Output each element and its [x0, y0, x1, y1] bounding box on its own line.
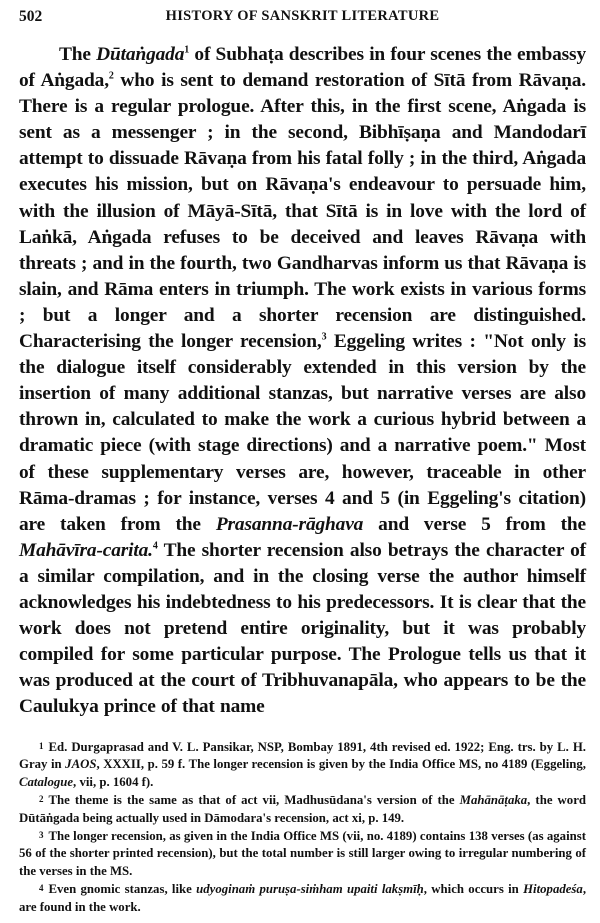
- footnote-reference: 1: [184, 44, 190, 56]
- footnote-text: , the word Dūtāṅgada being actually used in Dāmodara's recension, act xi, p. 149.: [19, 793, 586, 825]
- footnote-quoted-verse: udyoginaṁ puruṣa-siṁham upaiti lakṣmīḥ: [196, 882, 424, 897]
- footnote-text: , vii, p. 1604 f).: [73, 774, 154, 789]
- body-text-segment: Eggeling writes : "Not only is the dialogue itself considerably extended in this version by the insertion of many additional stanzas, but narrative verses are also thrown in, calculated to make the work a curious hybrid between a dramatic piece (with stage directions) and a narrative poem." Most of these supplementary verses are, however, traceable in other Rāma-dramas ; for instance, verses 4 and 5 (in Eggeling's citation) are taken from the: [19, 331, 586, 535]
- page-number: 502: [19, 8, 43, 25]
- footnote-text: , which occurs in: [423, 882, 524, 897]
- footnotes-section: [19, 738, 586, 916]
- footnote-work-title: Hitopadeśa: [523, 882, 583, 897]
- footnote-2: [19, 791, 586, 827]
- footnote-3: [19, 827, 586, 880]
- work-title-mahavira-carita: Mahāvīra-carita.: [19, 539, 153, 561]
- footnote-mark: 1: [39, 741, 44, 751]
- body-text-segment: of Subhaṭa describes in four scenes the embassy of Aṅgada,: [19, 44, 586, 92]
- footnote-text: The theme is the same as that of act vii, Madhusūdana's version of the: [48, 793, 460, 808]
- footnote-text: Even gnomic stanzas, like: [48, 882, 197, 897]
- footnote-text: , are found in the work.: [19, 882, 587, 914]
- body-paragraph: [19, 42, 586, 720]
- footnote-text: , XXXII, p. 59 f. The longer recension is given by the India Office MS, no 4189 (Eggeling,: [96, 757, 586, 772]
- footnote-reference: 4: [152, 540, 158, 552]
- footnote-text: Ed. Durgaprasad and V. L. Pansikar, NSP, Bombay 1891, 4th revised ed. 1922; Eng. trs. by L. H. Gray in: [19, 740, 586, 772]
- work-title-prasanna-raghava: Prasanna-rāghava: [215, 513, 364, 535]
- footnote-work-title: Mahānāṭaka: [459, 793, 528, 808]
- running-title: HISTORY OF SANSKRIT LITERATURE: [165, 8, 440, 24]
- footnote-journal-title: JAOS: [65, 757, 97, 772]
- body-text-segment: The shorter recension also betrays the character of a similar compilation, and in the closing verse the author himself acknowledges his indebtedness to his predecessors. It is clear that the work does not pretend entire originality, but it was probably compiled for some particular purpose. The Prologue tells us that it was produced at the court of Tribhuvanapāla, who appears to be the Caulukya prince of that name: [19, 539, 586, 718]
- footnote-mark: 4: [39, 883, 44, 894]
- footnote-4: [19, 880, 586, 916]
- footnote-mark: 2: [39, 794, 44, 805]
- body-text-segment: who is sent to demand restoration of Sītā from Rāvaṇa. There is a regular prologue. After this, in the first scene, Aṅgada is sent as a messenger ; in the second, Bibhīṣaṇa and Mandodarī attempt to dissuade Rāvaṇa from his fatal folly ; in the third, Aṅgada executes his mission, but on Rāvaṇa's endeavour to persuade him, with the illusion of Māyā-Sītā, that Sītā is in love with the lord of Laṅkā, Aṅgada refuses to be deceived and leaves Rāvaṇa with threats ; and in the fourth, two Gandharvas inform us that Rāvaṇa is slain, and Rāma enters in triumph. The work exists in various forms ; but a longer and a shorter recension are distinguished. Characterising the longer recension,: [19, 70, 587, 353]
- footnote-1: [19, 738, 586, 791]
- body-text-segment: and verse 5 from the: [363, 513, 586, 535]
- page-header: [19, 8, 586, 30]
- body-text-segment: The: [59, 44, 97, 65]
- footnote-reference: 2: [108, 70, 114, 82]
- footnote-mark: 3: [39, 830, 44, 841]
- footnote-text: The longer recension, as given in the India Office MS (vii, no. 4189) contains 138 verses (as against 56 of the shorter printed recension), but the total number is still larger owing to irregular numbering of the verses in the MS.: [19, 829, 586, 878]
- footnote-reference: 3: [321, 331, 327, 343]
- work-title-dutangada: Dūtaṅgada: [96, 44, 185, 65]
- footnote-catalogue-title: Catalogue: [19, 774, 74, 789]
